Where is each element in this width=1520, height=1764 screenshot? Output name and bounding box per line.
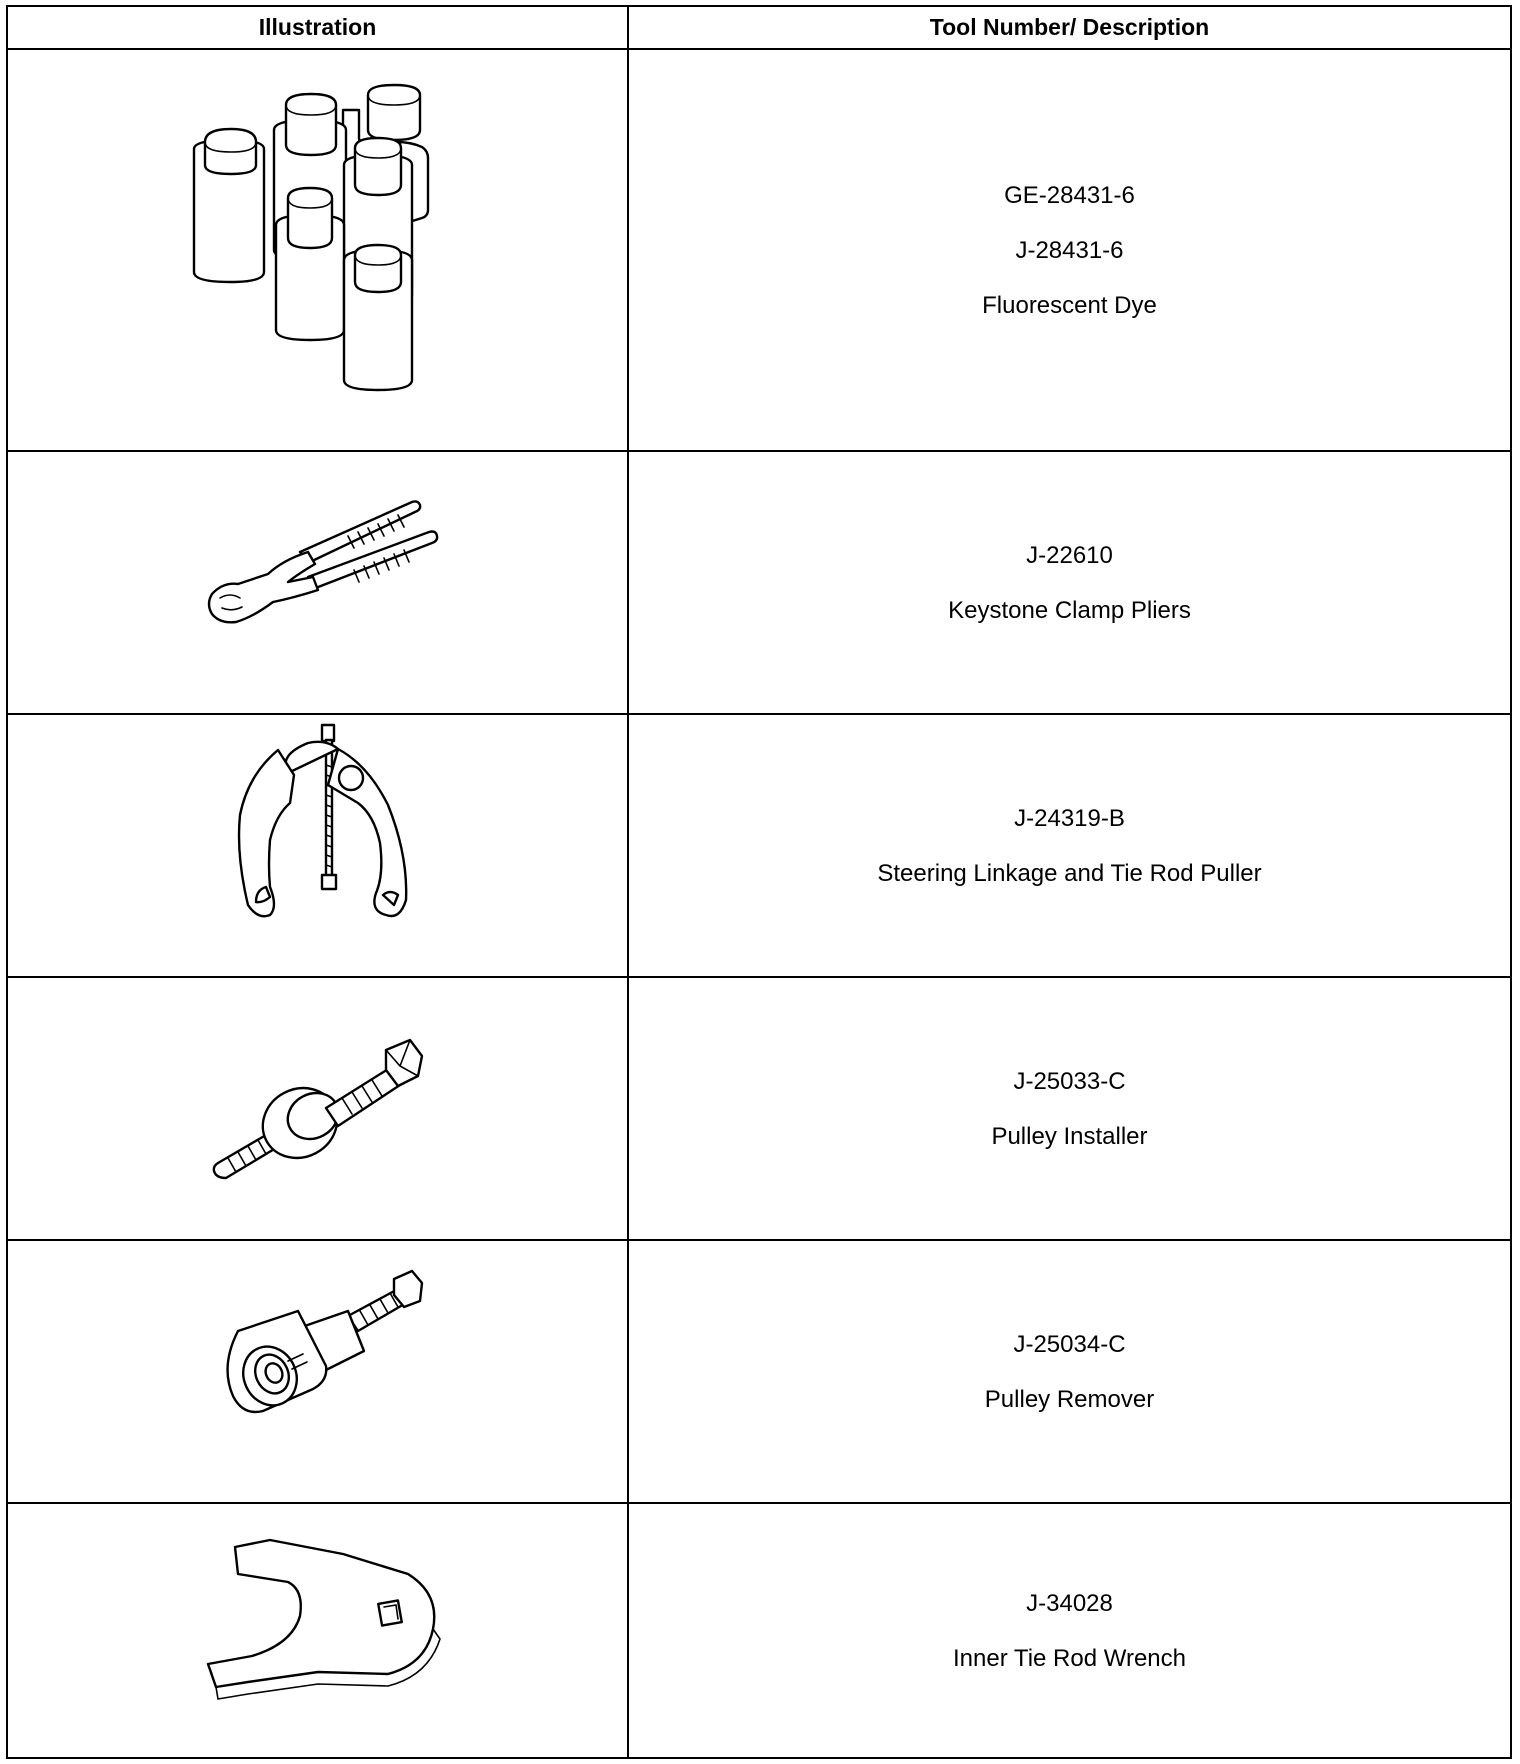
illustration-cell xyxy=(8,978,627,1239)
tool-number-alt: J-28431-6 xyxy=(1015,236,1124,264)
tool-number: J-34028 xyxy=(1026,1589,1113,1617)
illustration-cell xyxy=(8,1504,627,1757)
tool-description: Pulley Installer xyxy=(991,1122,1148,1150)
illustration-cell xyxy=(8,452,627,713)
illustration-cell xyxy=(8,1241,627,1502)
tool-description: Inner Tie Rod Wrench xyxy=(952,1644,1186,1672)
description-cell xyxy=(629,452,1510,713)
keystone-clamp-pliers-icon xyxy=(8,452,627,713)
description-column-header: Tool Number/ Description xyxy=(929,14,1210,40)
illustration-cell xyxy=(8,50,627,450)
tool-number: J-25034-C xyxy=(1013,1330,1126,1358)
pulley-remover-icon xyxy=(8,1241,627,1502)
description-cell xyxy=(629,50,1510,450)
illustration-column-header: Illustration xyxy=(258,14,377,40)
tool-number: GE-28431-6 xyxy=(1004,181,1135,209)
table-row xyxy=(8,978,1510,1241)
table-row xyxy=(8,1504,1510,1757)
table-row xyxy=(8,452,1510,715)
table-header-row xyxy=(8,7,1510,50)
illustration-cell xyxy=(8,715,627,976)
pulley-installer-icon xyxy=(8,978,627,1239)
inner-tie-rod-wrench-icon xyxy=(8,1504,627,1757)
tool-number: J-24319-B xyxy=(1014,804,1125,832)
tool-description: Steering Linkage and Tie Rod Puller xyxy=(877,859,1262,887)
tool-number: J-25033-C xyxy=(1013,1067,1126,1095)
description-cell xyxy=(629,1241,1510,1502)
tool-description: Fluorescent Dye xyxy=(982,291,1157,319)
table-row xyxy=(8,1241,1510,1504)
description-cell xyxy=(629,978,1510,1239)
tool-description: Keystone Clamp Pliers xyxy=(948,596,1191,624)
description-cell xyxy=(629,1504,1510,1757)
fluorescent-dye-bottles-icon xyxy=(8,50,627,450)
tie-rod-puller-icon xyxy=(8,715,627,976)
tool-number: J-22610 xyxy=(1026,541,1113,569)
table-row xyxy=(8,715,1510,978)
description-cell xyxy=(629,715,1510,976)
tool-description: Pulley Remover xyxy=(984,1385,1155,1413)
table-row xyxy=(8,50,1510,452)
special-tools-table xyxy=(6,5,1512,1759)
